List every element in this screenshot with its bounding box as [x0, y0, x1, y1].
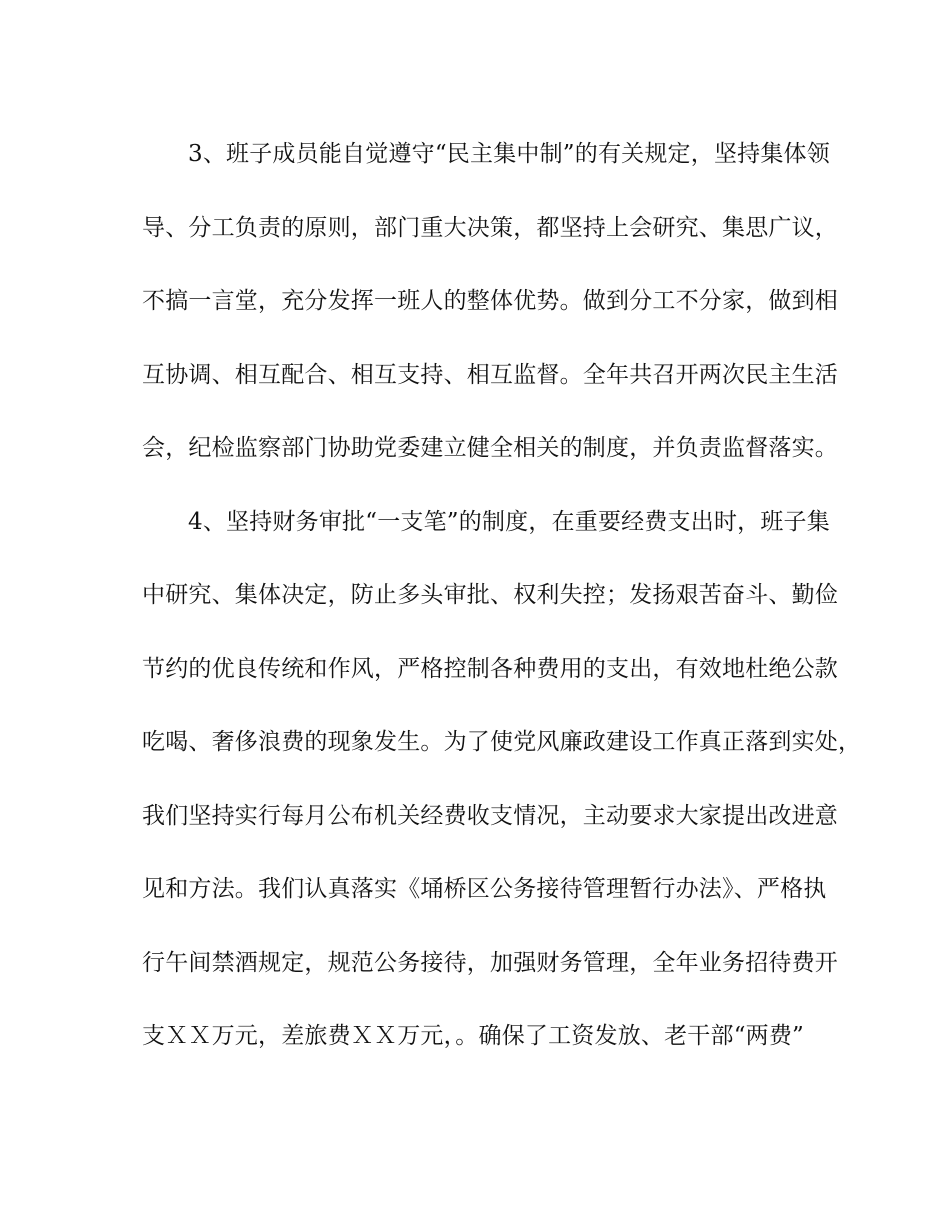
text-line: 行午间禁酒规定，规范公务接待，加强财务管理，全年业务招待费开: [142, 949, 838, 976]
text-line: 支ＸＸ万元，差旅费ＸＸ万元，。确保了工资发放、老干部“两费”: [142, 1023, 805, 1049]
paragraph-4: [142, 486, 862, 1074]
document-body: [142, 118, 862, 1074]
text-line: 3、班子成员能自觉遵守“民主集中制”的有关规定，坚持集体领: [188, 141, 830, 167]
text-line: 4、坚持财务审批“一支笔”的制度，在重要经费支出时，班子集: [188, 508, 830, 535]
text-line: 节约的优良传统和作风，严格控制各种费用的支出，有效地杜绝公款: [142, 655, 838, 682]
text-line: 吃喝、奢侈浪费的现象发生。为了使党风廉政建设工作真正落到实处，: [142, 729, 862, 755]
paragraph-3: [142, 118, 838, 486]
text-line: 互协调、相互配合、相互支持、相互监督。全年共召开两次民主生活: [142, 361, 838, 388]
text-line: 会，纪检监察部门协助党委建立健全相关的制度，并负责监督落实。: [142, 435, 838, 461]
text-line: 中研究、集体决定，防止多头审批、权利失控；发扬艰苦奋斗、勤俭: [142, 582, 838, 608]
text-line: 不搞一言堂，充分发挥一班人的整体优势。做到分工不分家，做到相: [142, 288, 838, 314]
text-line: 导、分工负责的原则，部门重大决策，都坚持上会研究、集思广议，: [142, 214, 838, 241]
text-line: 见和方法。我们认真落实《埇桥区公务接待管理暂行办法》、严格执: [142, 876, 827, 902]
text-line: 我们坚持实行每月公布机关经费收支情况，主动要求大家提出改进意: [142, 802, 838, 829]
